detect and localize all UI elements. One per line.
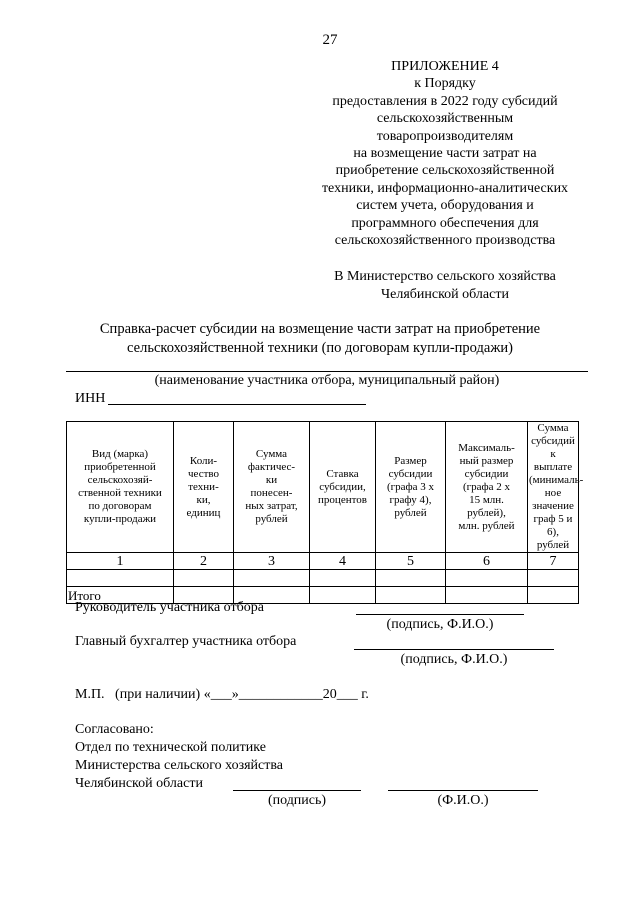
annex-line: ПРИЛОЖЕНИЕ 4 bbox=[391, 59, 499, 74]
annex-line: предоставления в 2022 году субсидий bbox=[332, 93, 558, 109]
head-caption: (подпись, Ф.И.О.) bbox=[386, 617, 494, 632]
annex-line: сельскохозяйственного производства bbox=[334, 233, 556, 249]
column-number: 6 bbox=[446, 553, 528, 570]
stamp-date-line: М.П. (при наличии) «___»____________20___ г. bbox=[75, 687, 369, 702]
title-line: Справка-расчет субсидии на возмещение части затрат на приобретение bbox=[99, 321, 541, 337]
annex-line: техники, информационно-аналитических bbox=[321, 180, 569, 196]
addressee-line: В Министерство сельского хозяйства bbox=[334, 269, 556, 284]
annex-header bbox=[300, 58, 590, 249]
column-number: 7 bbox=[528, 553, 579, 570]
addressee-line: Челябинской области bbox=[381, 287, 509, 302]
annex-line: на возмещение части затрат на bbox=[353, 146, 537, 162]
document-title bbox=[60, 320, 580, 358]
approval-sign-caption: (подпись) bbox=[267, 793, 327, 808]
header-cell: Размер субсидии (графа 3 х графу 4), рублей bbox=[376, 422, 446, 553]
total-label: Итого bbox=[67, 587, 174, 604]
head-signature-line[interactable] bbox=[356, 614, 524, 615]
header-cell: Максималь- ный размер субсидии (графа 2 х 15 млн. рублей), млн. рублей bbox=[446, 422, 528, 553]
accountant-signature-line[interactable] bbox=[354, 649, 554, 650]
annex-line: приобретение сельскохозяйственной bbox=[335, 163, 555, 179]
table-cell[interactable] bbox=[376, 587, 446, 604]
table-cell[interactable] bbox=[446, 587, 528, 604]
table-cell[interactable] bbox=[67, 570, 174, 587]
accountant-caption: (подпись, Ф.И.О.) bbox=[400, 652, 508, 667]
title-line: сельскохозяйственной техники (по договорам купли-продажи) bbox=[127, 340, 513, 356]
table-cell[interactable] bbox=[528, 570, 579, 587]
annex-line: сельскохозяйственным bbox=[376, 111, 514, 127]
approval-line: Министерства сельского хозяйства bbox=[75, 758, 284, 773]
column-number: 3 bbox=[234, 553, 310, 570]
participant-name-line bbox=[66, 371, 588, 372]
approval-signature-line[interactable] bbox=[233, 790, 361, 791]
inn-label: ИНН bbox=[75, 391, 106, 406]
accountant-label: Главный бухгалтер участника отбора bbox=[75, 634, 297, 649]
addressee bbox=[300, 268, 590, 304]
table-cell[interactable] bbox=[528, 587, 579, 604]
approval-line: Отдел по технической политике bbox=[75, 740, 266, 755]
approval-name-line[interactable] bbox=[388, 790, 538, 791]
column-number: 1 bbox=[67, 553, 174, 570]
inn-field-line[interactable] bbox=[108, 404, 366, 405]
annex-line: к Порядку bbox=[414, 76, 476, 92]
annex-line: программного обеспечения для bbox=[351, 215, 539, 231]
header-cell: Вид (марка) приобретенной сельскохозяй- ственной техники по договорам купли-продажи bbox=[67, 422, 174, 553]
table-cell[interactable] bbox=[446, 570, 528, 587]
head-label: Руководитель участника отбора bbox=[75, 600, 264, 615]
table-row bbox=[67, 570, 579, 587]
approval-line: Челябинской области bbox=[75, 776, 203, 791]
table-cell[interactable] bbox=[174, 570, 234, 587]
header-cell: Ставка субсидии, процентов bbox=[310, 422, 376, 553]
annex-line: товаропроизводителям bbox=[376, 128, 514, 144]
table-cell[interactable] bbox=[376, 570, 446, 587]
header-cell: Коли- чество техни- ки, единиц bbox=[174, 422, 234, 553]
table-cell[interactable] bbox=[234, 570, 310, 587]
column-number: 5 bbox=[376, 553, 446, 570]
column-number: 2 bbox=[174, 553, 234, 570]
table-cell[interactable] bbox=[310, 570, 376, 587]
header-cell: Сумма фактичес- ки понесен- ных затрат, рублей bbox=[234, 422, 310, 553]
agreed-label: Согласовано: bbox=[75, 722, 154, 737]
page-number: 27 bbox=[322, 32, 338, 48]
table-header-row bbox=[67, 422, 579, 553]
column-number: 4 bbox=[310, 553, 376, 570]
header-cell: Сумма субсидий к выплате (минималь- ное значение граф 5 и 6), рублей bbox=[529, 422, 584, 551]
approval-name-caption: (Ф.И.О.) bbox=[437, 793, 489, 808]
subsidy-table bbox=[66, 421, 584, 604]
column-number-row bbox=[67, 553, 579, 570]
annex-line: систем учета, оборудования и bbox=[356, 198, 534, 214]
participant-caption: (наименование участника отбора, муниципальный район) bbox=[154, 373, 500, 388]
table-cell[interactable] bbox=[310, 587, 376, 604]
